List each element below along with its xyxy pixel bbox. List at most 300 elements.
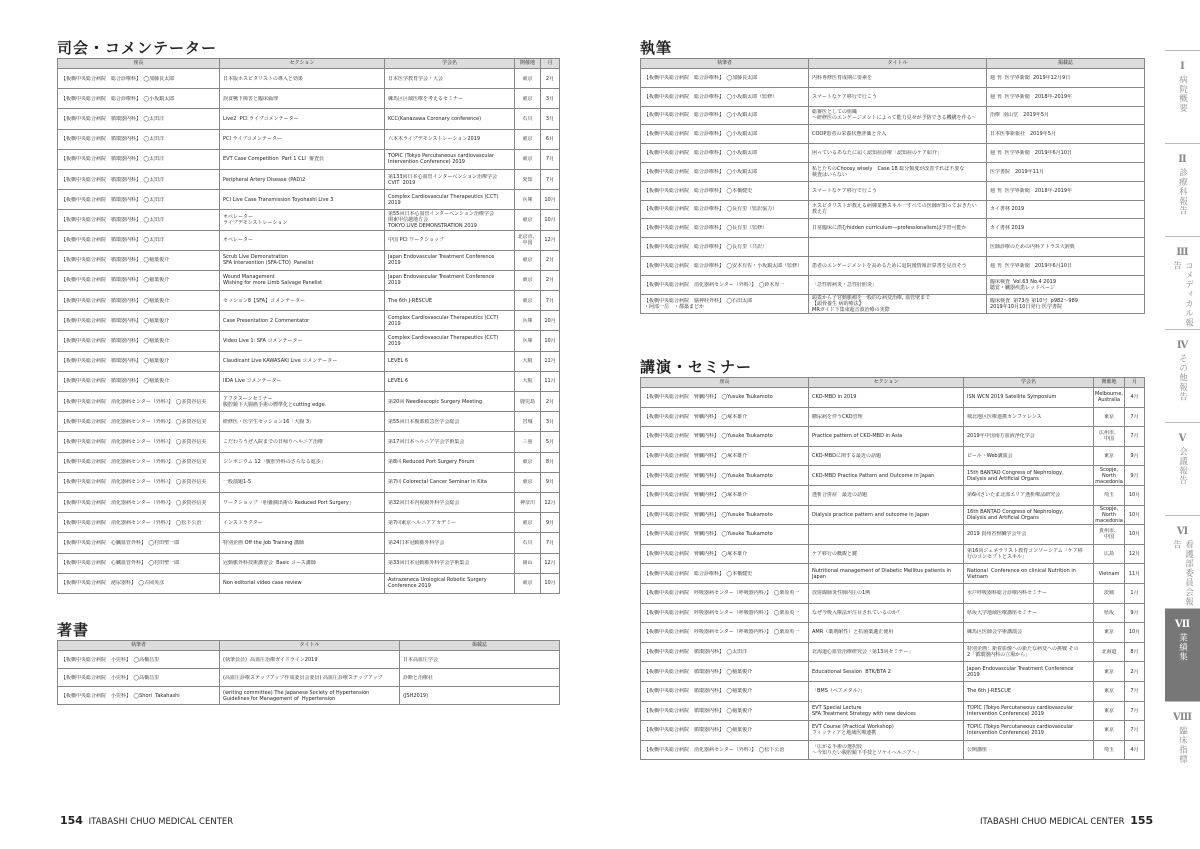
shikai-cell [515, 311, 541, 331]
shikai-cell [220, 472, 385, 492]
cell-text: 【板橋中央総合病院 腎臓内科】 ◯塚本雄介 [644, 413, 748, 420]
cell-text: Complex Cardiovascular Therapeutics (CCT) 2019 [388, 314, 499, 327]
shikai-cell [385, 129, 515, 149]
table-row [58, 230, 560, 250]
shikai-cell [220, 492, 385, 512]
cell-text: 【板橋中央総合病院 脳神経外科】 ◯石田太郎 ・阿部一岳 ・都築まどか [644, 297, 753, 310]
cell-text: 特別企画 Off the Job Training 講師 [223, 539, 304, 546]
koen-cell [964, 427, 1094, 447]
shikai-cell [220, 149, 385, 169]
chapter-tab-number: Ⅱ [1178, 154, 1187, 165]
chapter-tab[interactable] [1165, 143, 1200, 236]
cell-text: Educational Session BTK/BTA 2 [812, 668, 891, 675]
chosho-cell [400, 687, 560, 705]
shikai-cell [220, 109, 385, 129]
shikai-cell [515, 472, 541, 492]
table-row [58, 392, 560, 412]
cell-text: 【板橋中央総合病院 循環器内科】 ◯稲葉俊介 [61, 317, 170, 324]
shippitsu-cell [809, 125, 987, 144]
cell-text: オペレーター ライブデモンストレーション [223, 213, 288, 226]
shikai-cell [58, 432, 220, 452]
cell-text: 城北地区医療連携カンファレンス [967, 413, 1042, 420]
shikai-cell [515, 69, 541, 89]
cell-text: 練馬区区域医療を考えるセミナー [388, 95, 464, 102]
cell-text: 神奈川 [519, 499, 535, 506]
cell-text: 12月 [1128, 551, 1141, 558]
cell-text: 11月 [544, 378, 556, 385]
cell-text: 15th BANTAO Congress of Nephrology, Dialysis and Artificial Organs [967, 469, 1064, 482]
koen-cell [1094, 740, 1125, 760]
cell-text: ケア移行の概観と鍵 [812, 551, 858, 558]
koen-cell [1125, 564, 1145, 584]
cell-text: 日本版ホスピタリストの導入と効果 [223, 75, 303, 82]
shikai-cell [58, 250, 220, 270]
shikai-cell [541, 472, 560, 492]
table-shikai [57, 58, 560, 594]
cell-text: 【板橋中央総合病院 循環器内科】 ◯稲葉俊介 [61, 358, 170, 365]
cell-text: 第32回日本内視鏡外科学会総会 [388, 499, 460, 506]
cell-text: 7月 [545, 297, 555, 304]
cell-text: Non editorial video case review [223, 580, 302, 587]
shikai-cell [220, 452, 385, 472]
table-row [641, 219, 1145, 238]
cell-text: 東京 [522, 297, 533, 304]
table-row [641, 388, 1145, 408]
table-row [58, 351, 560, 371]
shippitsu-header-cell: 掲載誌 [987, 59, 1145, 69]
cell-text: CKD-MBD in 2019 [812, 394, 857, 401]
koen-cell [1125, 642, 1145, 662]
shippitsu-cell [987, 275, 1145, 294]
table-row [641, 407, 1145, 427]
cell-text: 【板橋中央総合病院 消化器病センター（外科）】 ◯多賀谷信美 [61, 479, 207, 486]
table-row [58, 513, 560, 533]
cell-text: 10月 [1128, 492, 1141, 499]
cell-text: 愛知 [522, 176, 533, 183]
cell-text: 11月 [1128, 570, 1141, 577]
koen-cell [641, 721, 809, 741]
shikai-cell [515, 553, 541, 573]
shikai-cell [515, 270, 541, 290]
shikai-cell [385, 412, 515, 432]
cell-text: 6月 [545, 136, 555, 143]
chapter-tab[interactable] [1165, 50, 1200, 143]
shikai-cell [58, 190, 220, 210]
footer-left-center: ITABASHI CHUO MEDICAL CENTER [88, 817, 234, 827]
cell-text: Live2 PCI ライブコメンテーター [223, 115, 299, 122]
shippitsu-header-cell: タイトル [809, 59, 987, 69]
koen-cell [809, 721, 964, 741]
shikai-cell [541, 371, 560, 391]
koen-cell [1094, 583, 1125, 603]
shikai-cell [541, 89, 560, 109]
cell-text: 【板橋中央総合病院 循環器内科】 ◯太田洋 [61, 216, 165, 223]
koen-cell [1125, 740, 1145, 760]
cell-text: 公開講座 [967, 746, 988, 753]
cell-text: 【板橋中央総合病院 腎臓内科】 ◯塚本雄介 [644, 551, 748, 558]
shippitsu-cell [987, 256, 1145, 275]
cell-text: Japan Endovascular Treatment Conference 2019 [967, 665, 1074, 678]
cell-text: TOPIC (Tokyo Percutaneous cardiovascular Intervention Conference) 2019 [388, 153, 495, 166]
koen-header-cell: 開催地 [1094, 378, 1125, 388]
table-row [641, 564, 1145, 584]
cell-text: 【板橋中央総合病院 小児科】 ◯Shori Takahashi [61, 692, 180, 699]
koen-cell [964, 505, 1094, 525]
cell-text: 北海道心血管治療研究会「第13回セミナー」 [812, 649, 914, 656]
shippitsu-cell [641, 219, 809, 238]
shippitsu-cell [987, 238, 1145, 257]
cell-text: 総審医としての組織 〜研修医のエンゲージメントによって能力見せが予防できる機構を作る〜 [812, 109, 977, 122]
chosho-header-cell: 執筆者 [58, 641, 220, 651]
cell-text: 【板橋中央総合病院 腎臓内科】 ◯Yusuke Tsukamoto [644, 394, 773, 401]
cell-text: 2月 [545, 257, 555, 264]
shikai-cell [385, 69, 515, 89]
cell-text: オペレーター [223, 237, 254, 244]
koen-cell [1125, 505, 1145, 525]
table-row [58, 553, 560, 573]
shippitsu-cell [809, 106, 987, 125]
cell-text: 冠動脈外科技術講習会 Basic コース講師 [223, 560, 316, 567]
koen-cell [641, 544, 809, 564]
shikai-header-cell: 月 [541, 59, 560, 69]
cell-text: 東京 [1103, 453, 1114, 460]
table-row [58, 651, 560, 669]
table-row [641, 623, 1145, 643]
table-row [641, 238, 1145, 257]
shikai-cell [515, 89, 541, 109]
table-row [58, 210, 560, 230]
cell-text: 3月 [545, 115, 555, 122]
cell-text: 水戸呼吸器科総合診療内科セミナー [967, 590, 1048, 597]
chosho-cell [58, 651, 220, 669]
shikai-cell [541, 311, 560, 331]
chapter-tab[interactable] [1165, 701, 1200, 794]
chapter-tab[interactable] [1165, 236, 1200, 329]
table-row [641, 256, 1145, 275]
koen-cell [964, 721, 1094, 741]
cell-text: 広島 [1103, 551, 1114, 558]
cell-text: CKD-MBDに関する最近の話題 [812, 453, 882, 460]
koen-cell [809, 740, 964, 760]
shikai-cell [515, 432, 541, 452]
koen-cell [1094, 505, 1125, 525]
cell-text: 東京 [522, 277, 533, 284]
chosho-cell [220, 669, 400, 687]
chapter-tab-number: Ⅰ [1180, 61, 1185, 72]
cell-text: スマートなケア移行で行こう [812, 93, 877, 100]
cell-text: Scopje, North macedonia [1095, 466, 1123, 485]
cell-text: 兵庫 [522, 196, 533, 203]
shikai-cell [541, 513, 560, 533]
koen-cell [641, 485, 809, 505]
shikai-cell [58, 573, 220, 593]
cell-text: 医学書院 2019年11月 [990, 168, 1045, 175]
cell-text: 【板橋中央総合病院 腎臓内科】 ◯Yusuke Tsukamoto [644, 433, 773, 440]
koen-cell [964, 583, 1094, 603]
shikai-cell [58, 533, 220, 553]
cell-text: 【板橋中央総合病院 循環器内科】 ◯稲葉俊介 [61, 257, 170, 264]
cell-text: 7月 [1130, 413, 1139, 420]
chapter-tab-number: Ⅵ [1176, 526, 1189, 537]
cell-text: 【板橋中央総合病院 消化器病センター（外科）】 ◯多賀谷信美 [61, 398, 207, 405]
cell-text: Video Live 1: SFA コメンテーター [223, 338, 303, 345]
koen-cell [1125, 427, 1145, 447]
table-row [641, 603, 1145, 623]
cell-text: 東京 [1103, 727, 1114, 734]
shikai-cell [385, 109, 515, 129]
cell-text: LEVEL 6 [388, 378, 409, 385]
shippitsu-cell [987, 144, 1145, 163]
table-koen [640, 377, 1145, 760]
shippitsu-cell [809, 69, 987, 88]
cell-text: 東京 [522, 136, 533, 143]
chapter-tab[interactable] [1165, 422, 1200, 515]
cell-text: 困っているあなたに届く認知症診療「認知症のケア紹介」 [812, 150, 943, 157]
shikai-header-cell: 座長 [58, 59, 220, 69]
shikai-cell [541, 432, 560, 452]
cell-text: 9月 [545, 519, 555, 526]
shikai-cell [385, 432, 515, 452]
cell-text: 【板橋中央総合病院 循環器内科】 ◯稲葉俊介 [61, 277, 170, 284]
chapter-tab-title: その他報告 [1177, 354, 1188, 402]
shippitsu-cell [809, 181, 987, 200]
cell-text: 9月 [1130, 472, 1139, 479]
koen-cell [1094, 721, 1125, 741]
chapter-tab[interactable] [1165, 515, 1200, 608]
koen-cell [964, 466, 1094, 486]
shikai-cell [515, 573, 541, 593]
koen-cell [641, 564, 809, 584]
cell-text: Scrub Live Demonstration SFA Intervention (SFA-CTO) Panelist [223, 254, 314, 267]
cell-text: 10月 [544, 196, 556, 203]
cell-text: Complex Cardiovascular Therapeutics (CCT) 2019 [388, 193, 499, 206]
koen-cell [809, 681, 964, 701]
cell-text: Dialysis practice pattern and outcome in Japan [812, 511, 930, 518]
cell-text: 9月 [1130, 609, 1139, 616]
table-row [58, 533, 560, 553]
chapter-tab-title: 看護部委員会報告 [1171, 540, 1194, 607]
koen-cell [964, 564, 1094, 584]
shikai-cell [58, 513, 220, 533]
cell-text: 12月 [544, 237, 556, 244]
shippitsu-cell [987, 294, 1145, 313]
table-row [58, 331, 560, 351]
shippitsu-cell [987, 181, 1145, 200]
shippitsu-cell [641, 256, 809, 275]
shikai-cell [541, 553, 560, 573]
shikai-cell [541, 533, 560, 553]
koen-cell [1125, 623, 1145, 643]
cell-text: 週 刊 医学界新聞 2018年-2019年 [990, 93, 1073, 100]
koen-cell [964, 623, 1094, 643]
koen-cell [809, 603, 964, 623]
cell-text: 透析合併症 最近の話題 [812, 492, 868, 499]
section-title-koen: 講演・セミナー [640, 358, 753, 376]
koen-cell [641, 505, 809, 525]
shippitsu-cell [641, 200, 809, 219]
shikai-cell [515, 533, 541, 553]
cell-text: National Conference on clinical Nutrition in Vietnam [967, 567, 1076, 580]
koen-cell [809, 662, 964, 682]
page-number-left: 154 [60, 814, 83, 827]
shikai-cell [58, 169, 220, 189]
cell-text: ホスピタリストが教える病棟業務スキル一すべての医師が知っておきたい 教え方 [812, 203, 977, 216]
table-row [641, 466, 1145, 486]
cell-text: 東京 [522, 95, 533, 102]
table-row [641, 69, 1145, 88]
koen-cell [1094, 623, 1125, 643]
koen-cell [1125, 466, 1145, 486]
cell-text: LEVEL 6 [388, 358, 409, 365]
cell-text: 【板橋中央総合病院 小児科】 ◯高橋昌里 [61, 656, 160, 663]
cell-text: 東京 [522, 479, 533, 486]
cell-text: 埼玉 [1103, 492, 1114, 499]
cell-text: 【板橋中央総合病院 心臓血管外科】 ◯村田聖一郎 [61, 539, 180, 546]
koen-cell [1094, 544, 1125, 564]
cell-text: 3月 [545, 418, 555, 425]
koen-cell [809, 525, 964, 545]
cell-text: 誤食嚥下障害と臨床倫理 [223, 95, 279, 102]
shikai-cell [541, 412, 560, 432]
cell-text: 10月 [544, 216, 556, 223]
cell-text: 第133回日本心血管インターベンション治療学会 CVIT 2019 [388, 173, 498, 186]
table-row [641, 200, 1145, 219]
cell-text: セッション8【SFA】コメンテーター [223, 297, 306, 304]
shikai-cell [515, 492, 541, 512]
cell-text: 【板橋中央総合病院 循環器内科】 ◯太田洋 [644, 649, 748, 656]
shippitsu-cell [809, 294, 987, 313]
shikai-cell [385, 230, 515, 250]
koen-cell [1094, 603, 1125, 623]
koen-cell [641, 701, 809, 721]
cell-text: 7月 [545, 156, 555, 163]
koen-cell [809, 407, 964, 427]
shikai-cell [515, 291, 541, 311]
koen-cell [641, 388, 809, 408]
cell-text: 【板橋中央総合病院 循環器内科】 ◯稲葉俊介 [644, 707, 753, 714]
shikai-header-cell: セクション [220, 59, 385, 69]
chapter-tab[interactable] [1165, 329, 1200, 422]
shippitsu-cell [641, 275, 809, 294]
cell-text: 2月 [545, 398, 555, 405]
shikai-cell [385, 169, 515, 189]
cell-text: 【板橋中央総合病院 総合診療科】 ◯長有里（共訳） [644, 244, 768, 251]
table-row [641, 181, 1145, 200]
section-title-shikai: 司会・コメンテーター [57, 39, 218, 57]
shikai-cell [385, 533, 515, 553]
cell-text: 9月 [545, 479, 555, 486]
shikai-cell [385, 149, 515, 169]
koen-cell [641, 603, 809, 623]
cell-text: Complex Cardiovascular Therapeutics (CCT) 2019 [388, 335, 499, 348]
shikai-cell [220, 331, 385, 351]
koen-cell [1094, 485, 1125, 505]
cell-text: 練馬区医師会学術講演会 [967, 629, 1023, 636]
cell-text: こだわろうぜ入院までの日帰りヘルニア治療 [223, 438, 324, 445]
shippitsu-cell [641, 87, 809, 106]
cell-text: Practice pattern of CKD-MBD in Asia [812, 433, 903, 440]
table-row [641, 427, 1145, 447]
cell-text: 【板橋中央総合病院 総合診療科】 ◯小坂鎮太郎 [644, 131, 758, 138]
shikai-cell [58, 351, 220, 371]
cell-text: 【板橋中央総合病院 総合診療科】 ◯安本有佐・小坂鎮太郎（監修） [644, 262, 803, 269]
koen-header-cell: 座長 [641, 378, 809, 388]
chapter-tab-title: 病院概要 [1177, 75, 1188, 113]
shippitsu-cell [987, 200, 1145, 219]
cell-text: 第55回日本腹部救急医学会総会 [388, 418, 460, 425]
chosho-cell [220, 687, 400, 705]
shikai-cell [220, 432, 385, 452]
koen-cell [964, 642, 1094, 662]
cell-text: 10月 [1128, 511, 1141, 518]
table-row [58, 69, 560, 89]
koen-cell [1125, 544, 1145, 564]
cell-text: ISN WCN 2019 Satellite Symposium [967, 394, 1057, 401]
shikai-cell [220, 89, 385, 109]
cell-text: 【板橋中央総合病院 総合診療科】 ◯本橋健史 [644, 187, 753, 194]
cell-text: (執筆員員) 高血圧治療ガイドライン2019 [223, 656, 318, 663]
shikai-cell [385, 270, 515, 290]
cell-text: 第7回東京ヘルニアアカデミー [388, 519, 457, 526]
shikai-cell [541, 291, 560, 311]
chapter-tab[interactable] [1165, 608, 1200, 701]
cell-text: 11月 [544, 358, 556, 365]
shikai-cell [58, 553, 220, 573]
table-row [641, 740, 1145, 760]
cell-text: 【板橋中央総合病院 心臓血管外科】 ◯村田聖一郎 [61, 560, 180, 567]
cell-text: 1月 [1130, 590, 1139, 597]
shikai-cell [515, 392, 541, 412]
shikai-cell [541, 69, 560, 89]
cell-text: 東京 [1103, 688, 1114, 695]
shikai-cell [58, 371, 220, 391]
cell-text: 【板橋中央総合病院 循環器内科】 ◯太田洋 [61, 156, 165, 163]
cell-text: PCI Live Case Transmission Toyohashi Live 3 [223, 196, 334, 203]
cell-text: 5月 [545, 438, 555, 445]
shikai-cell [515, 230, 541, 250]
cell-text: 10月 [544, 580, 556, 587]
cell-text: 【板橋中央総合病院 総合診療科】 ◯小坂鎮太郎 [644, 150, 758, 157]
koen-cell [964, 701, 1094, 721]
koen-cell [641, 623, 809, 643]
table-chosho [57, 640, 560, 705]
cell-text: 【板橋中央総合病院 循環器内科】 ◯太田洋 [61, 176, 165, 183]
shikai-cell [541, 392, 560, 412]
cell-text: Case Presentation 2 Commentator [223, 317, 310, 324]
shikai-cell [220, 129, 385, 149]
table-row [641, 662, 1145, 682]
chosho-cell [58, 687, 220, 705]
cell-text: 週 刊 医学界新聞 2019年6月10日 [990, 262, 1073, 269]
cell-text: 北海道 [1101, 649, 1117, 656]
table-row [58, 311, 560, 331]
cell-text: 石川 [522, 539, 533, 546]
cell-text: 【板橋中央総合病院 循環器内科】 ◯稲葉俊介 [644, 668, 753, 675]
shikai-cell [220, 533, 385, 553]
shippitsu-cell [641, 238, 809, 257]
koen-cell [1094, 662, 1125, 682]
chapter-tab-number: Ⅶ [1174, 619, 1191, 630]
cell-text: EVT Special Lecture SFA Treatment Strategy with new devices [812, 704, 916, 717]
cell-text: 2月 [1130, 668, 1139, 675]
table-shippitsu [640, 58, 1145, 314]
shikai-cell [58, 392, 220, 412]
chapter-tab-number: Ⅳ [1176, 340, 1189, 351]
shikai-header-cell: 開催地 [515, 59, 541, 69]
cell-text: 兵庫 [522, 317, 533, 324]
cell-text: 放射線肺炎性肺内圧の1例 [812, 590, 871, 597]
cell-text: Japan Endovascular Treatment Conference 2019 [388, 254, 495, 267]
